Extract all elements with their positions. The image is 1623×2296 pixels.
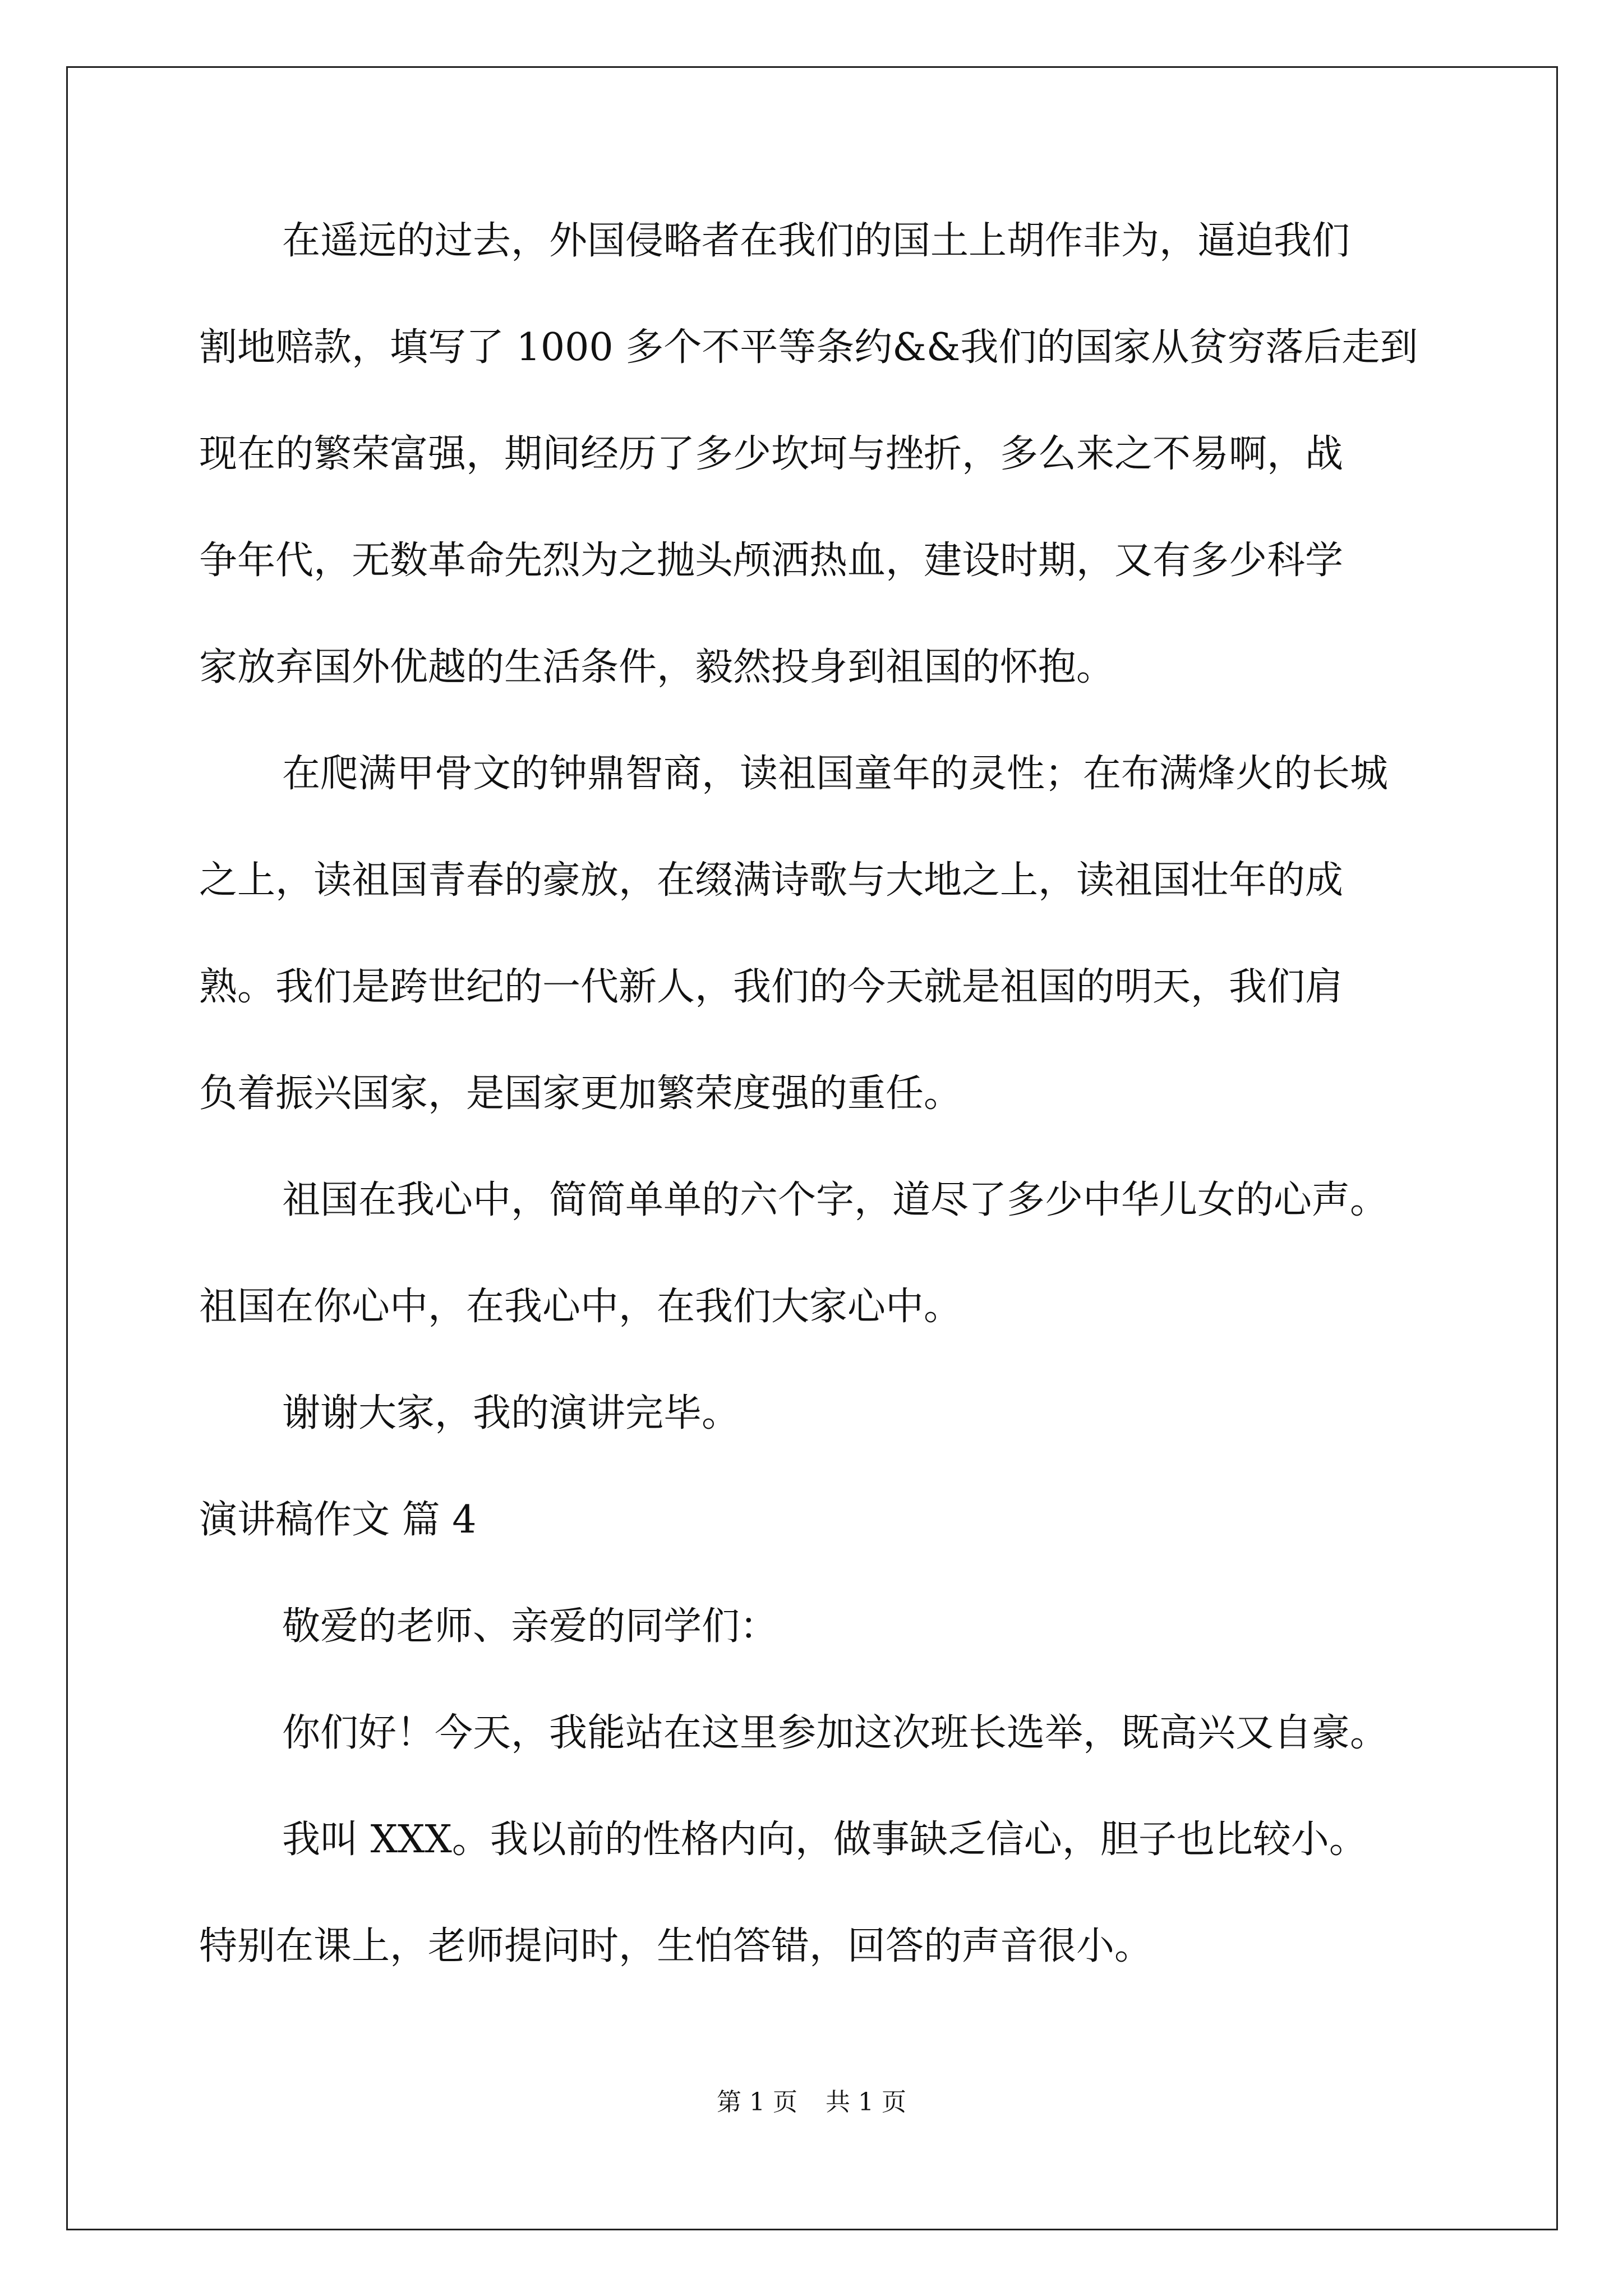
paragraph-1-line-4: 争年代，无数革命先烈为之抛头颅洒热血，建设时期，又有多少科学 — [199, 539, 1344, 583]
paragraph-2-line-2: 之上，读祖国青春的豪放，在缀满诗歌与大地之上，读祖国壮年的成 — [199, 858, 1344, 903]
paragraph-5-line-1: 你们好！今天，我能站在这里参加这次班长选举，既高兴又自豪。 — [282, 1711, 1389, 1755]
salutation: 敬爱的老师、亲爱的同学们： — [282, 1604, 778, 1649]
paragraph-1-line-5: 家放弃国外优越的生活条件，毅然投身到祖国的怀抱。 — [199, 645, 1115, 689]
paragraph-6-line-1: 我叫 XXX。我以前的性格内向，做事缺乏信心，胆子也比较小。 — [282, 1818, 1367, 1862]
paragraph-1-line-3: 现在的繁荣富强，期间经历了多少坎坷与挫折，多么来之不易啊，战 — [199, 432, 1344, 476]
page-footer — [0, 2086, 1623, 2119]
section-heading: 演讲稿作文 篇 4 — [199, 1498, 477, 1542]
page-number-current: 第 1 页 — [717, 2088, 797, 2116]
paragraph-6-line-2: 特别在课上，老师提问时，生怕答错，回答的声音很小。 — [199, 1924, 1153, 1968]
paragraph-3-line-2: 祖国在你心中，在我心中，在我们大家心中。 — [199, 1285, 962, 1329]
page-frame — [66, 66, 1558, 2230]
paragraph-2-line-4: 负着振兴国家，是国家更加繁荣度强的重任。 — [199, 1071, 962, 1116]
paragraph-4-line-1: 谢谢大家，我的演讲完毕。 — [282, 1391, 740, 1435]
paragraph-2-line-3: 熟。我们是跨世纪的一代新人，我们的今天就是祖国的明天，我们肩 — [199, 965, 1344, 1009]
paragraph-2-line-1: 在爬满甲骨文的钟鼎智商，读祖国童年的灵性；在布满烽火的长城 — [282, 752, 1389, 796]
paragraph-1-line-1: 在遥远的过去，外国侵略者在我们的国土上胡作非为，逼迫我们 — [282, 219, 1350, 263]
page-number-total: 共 1 页 — [826, 2088, 906, 2116]
paragraph-3-line-1: 祖国在我心中，简简单单的六个字，道尽了多少中华儿女的心声。 — [282, 1178, 1389, 1222]
paragraph-1-line-2: 割地赔款，填写了 1000 多个不平等条约&&我们的国家从贫穷落后走到 — [199, 325, 1418, 370]
